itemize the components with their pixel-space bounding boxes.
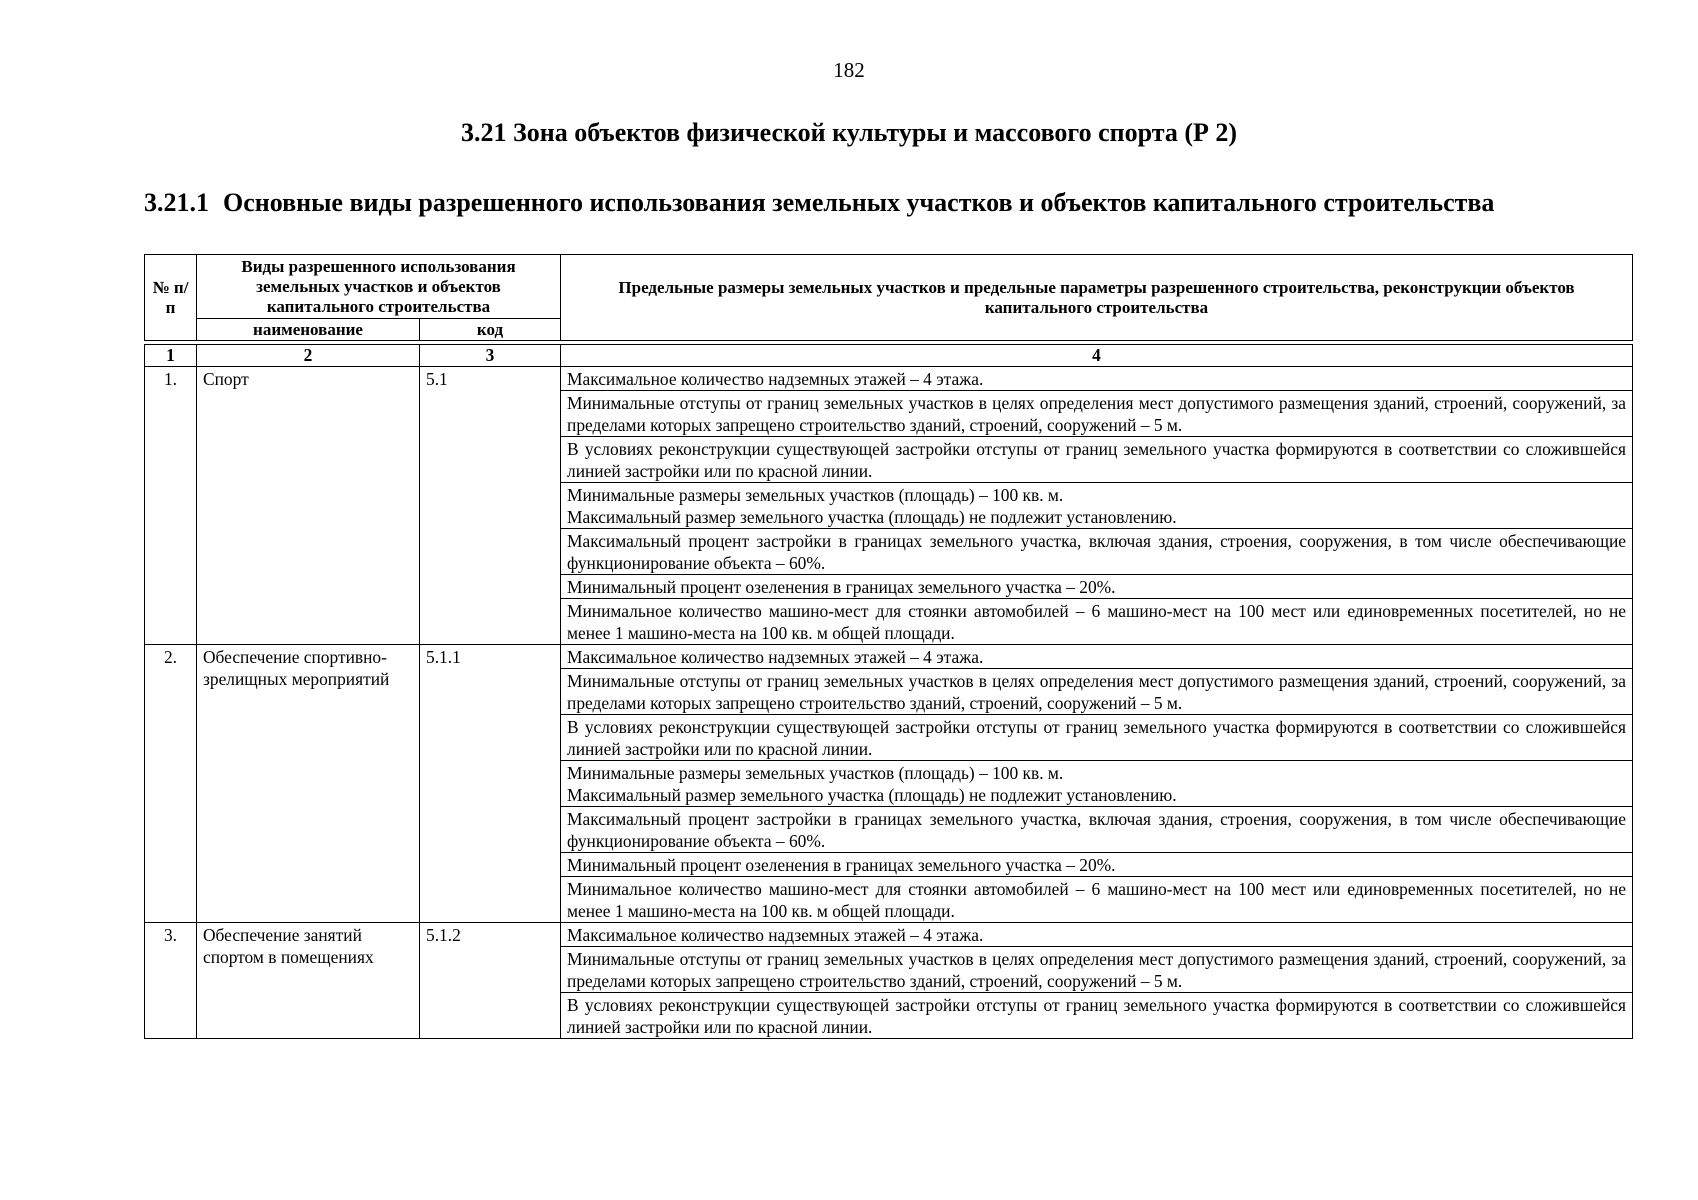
header-code: код: [420, 319, 561, 341]
row-number: 3.: [145, 923, 197, 1039]
limit-parameter-text: Максимальный размер земельного участка (площадь) не подлежит установлению.: [567, 507, 1177, 527]
limit-parameter-text: Минимальные размеры земельных участков (площадь) – 100 кв. м.: [567, 485, 1064, 505]
row-number: 1.: [145, 367, 197, 645]
use-kind-name: Обеспечение спортивно-зрелищных мероприятий: [197, 645, 420, 923]
limit-parameter: [561, 599, 1633, 645]
use-kind-name: Спорт: [197, 367, 420, 645]
table-row: [145, 923, 1633, 947]
subsection-title: [144, 188, 1644, 218]
header-no: № п/п: [145, 255, 197, 341]
use-kind-code: 5.1.1: [420, 645, 561, 923]
limit-parameter: [561, 575, 1633, 599]
limit-parameter-text: Минимальное количество машино-мест для стоянки автомобилей – 6 машино-мест на 100 мест или единовременных посетителей, но не менее 1 машино-места на 100 кв. м общей площади.: [567, 601, 1627, 643]
column-number: 3: [420, 345, 561, 367]
limit-parameter: [561, 761, 1633, 807]
subsection-text: Основные виды разрешенного использования земельных участков и объектов капитального строительства: [223, 188, 1495, 217]
table-row: [145, 645, 1633, 669]
limit-parameter: [561, 715, 1633, 761]
subsection-number: 3.21.1: [144, 188, 209, 217]
limit-parameter-text: Минимальное количество машино-мест для стоянки автомобилей – 6 машино-мест на 100 мест или единовременных посетителей, но не менее 1 машино-места на 100 кв. м общей площади.: [567, 879, 1627, 921]
limit-parameter-text: Максимальное количество надземных этажей – 4 этажа.: [567, 369, 984, 389]
limit-parameter-text: Максимальное количество надземных этажей – 4 этажа.: [567, 647, 984, 667]
limit-parameter: [561, 645, 1633, 669]
limit-parameter: [561, 529, 1633, 575]
zone-regulations-table: [144, 254, 1633, 1039]
limit-parameter: [561, 877, 1633, 923]
limit-parameter-text: В условиях реконструкции существующей застройки отступы от границ земельного участка формируются в соответствии со сложившейся линией застройки или по красной линии.: [567, 439, 1627, 481]
limit-parameter-text: Минимальные отступы от границ земельных участков в целях определения мест допустимого размещения зданий, строений, сооружений, за пределами которых запрещено строительство зданий, строений, сооружений – 5 м.: [567, 393, 1627, 435]
use-kind-code: 5.1.2: [420, 923, 561, 1039]
limit-parameter-text: Максимальный процент застройки в границах земельного участка, включая здания, строения, сооружения, в том числе обеспечивающие функционирование объекта – 60%.: [567, 809, 1627, 851]
limit-parameter: [561, 993, 1633, 1039]
limit-parameter-text: В условиях реконструкции существующей застройки отступы от границ земельного участка формируются в соответствии со сложившейся линией застройки или по красной линии.: [567, 717, 1627, 759]
page-number: 182: [833, 58, 865, 82]
limit-parameter: [561, 923, 1633, 947]
limit-parameter: [561, 391, 1633, 437]
section-title: 3.21 Зона объектов физической культуры и массового спорта (Р 2): [460, 118, 1238, 147]
limit-parameter-text: Минимальные отступы от границ земельных участков в целях определения мест допустимого размещения зданий, строений, сооружений, за пределами которых запрещено строительство зданий, строений, сооружений – 5 м.: [567, 949, 1627, 991]
limit-parameter-text: Минимальные отступы от границ земельных участков в целях определения мест допустимого размещения зданий, строений, сооружений, за пределами которых запрещено строительство зданий, строений, сооружений – 5 м.: [567, 671, 1627, 713]
use-kind-name: Обеспечение занятий спортом в помещениях: [197, 923, 420, 1039]
limit-parameter: [561, 947, 1633, 993]
limit-parameter-text: Максимальный размер земельного участка (площадь) не подлежит установлению.: [567, 785, 1177, 805]
column-number: 2: [197, 345, 420, 367]
limit-parameter: [561, 669, 1633, 715]
header-limits: Предельные размеры земельных участков и предельные параметры разрешенного строительства, реконструкции объектов капитального строительства: [561, 255, 1633, 341]
limit-parameter: [561, 853, 1633, 877]
table-row: [145, 367, 1633, 391]
limit-parameter: [561, 483, 1633, 529]
limit-parameter-text: Минимальные размеры земельных участков (площадь) – 100 кв. м.: [567, 763, 1064, 783]
column-number: 1: [145, 345, 197, 367]
limit-parameter: [561, 437, 1633, 483]
table-body: [145, 341, 1633, 1039]
limit-parameter-text: Минимальный процент озеленения в границах земельного участка – 20%.: [567, 577, 1116, 597]
limit-parameter-text: В условиях реконструкции существующей застройки отступы от границ земельного участка формируются в соответствии со сложившейся линией застройки или по красной линии.: [567, 995, 1627, 1037]
column-number-row: [145, 345, 1633, 367]
limit-parameter: [561, 367, 1633, 391]
header-name: наименование: [197, 319, 420, 341]
header-kinds: Виды разрешенного использования земельных участков и объектов капитального строительства: [197, 255, 561, 319]
limit-parameter-text: Максимальный процент застройки в границах земельного участка, включая здания, строения, сооружения, в том числе обеспечивающие функционирование объекта – 60%.: [567, 531, 1627, 573]
column-number: 4: [561, 345, 1633, 367]
limit-parameter: [561, 807, 1633, 853]
limit-parameter-text: Минимальный процент озеленения в границах земельного участка – 20%.: [567, 855, 1116, 875]
limit-parameter-text: Максимальное количество надземных этажей – 4 этажа.: [567, 925, 984, 945]
use-kind-code: 5.1: [420, 367, 561, 645]
table-header-row: [145, 255, 1633, 319]
row-number: 2.: [145, 645, 197, 923]
